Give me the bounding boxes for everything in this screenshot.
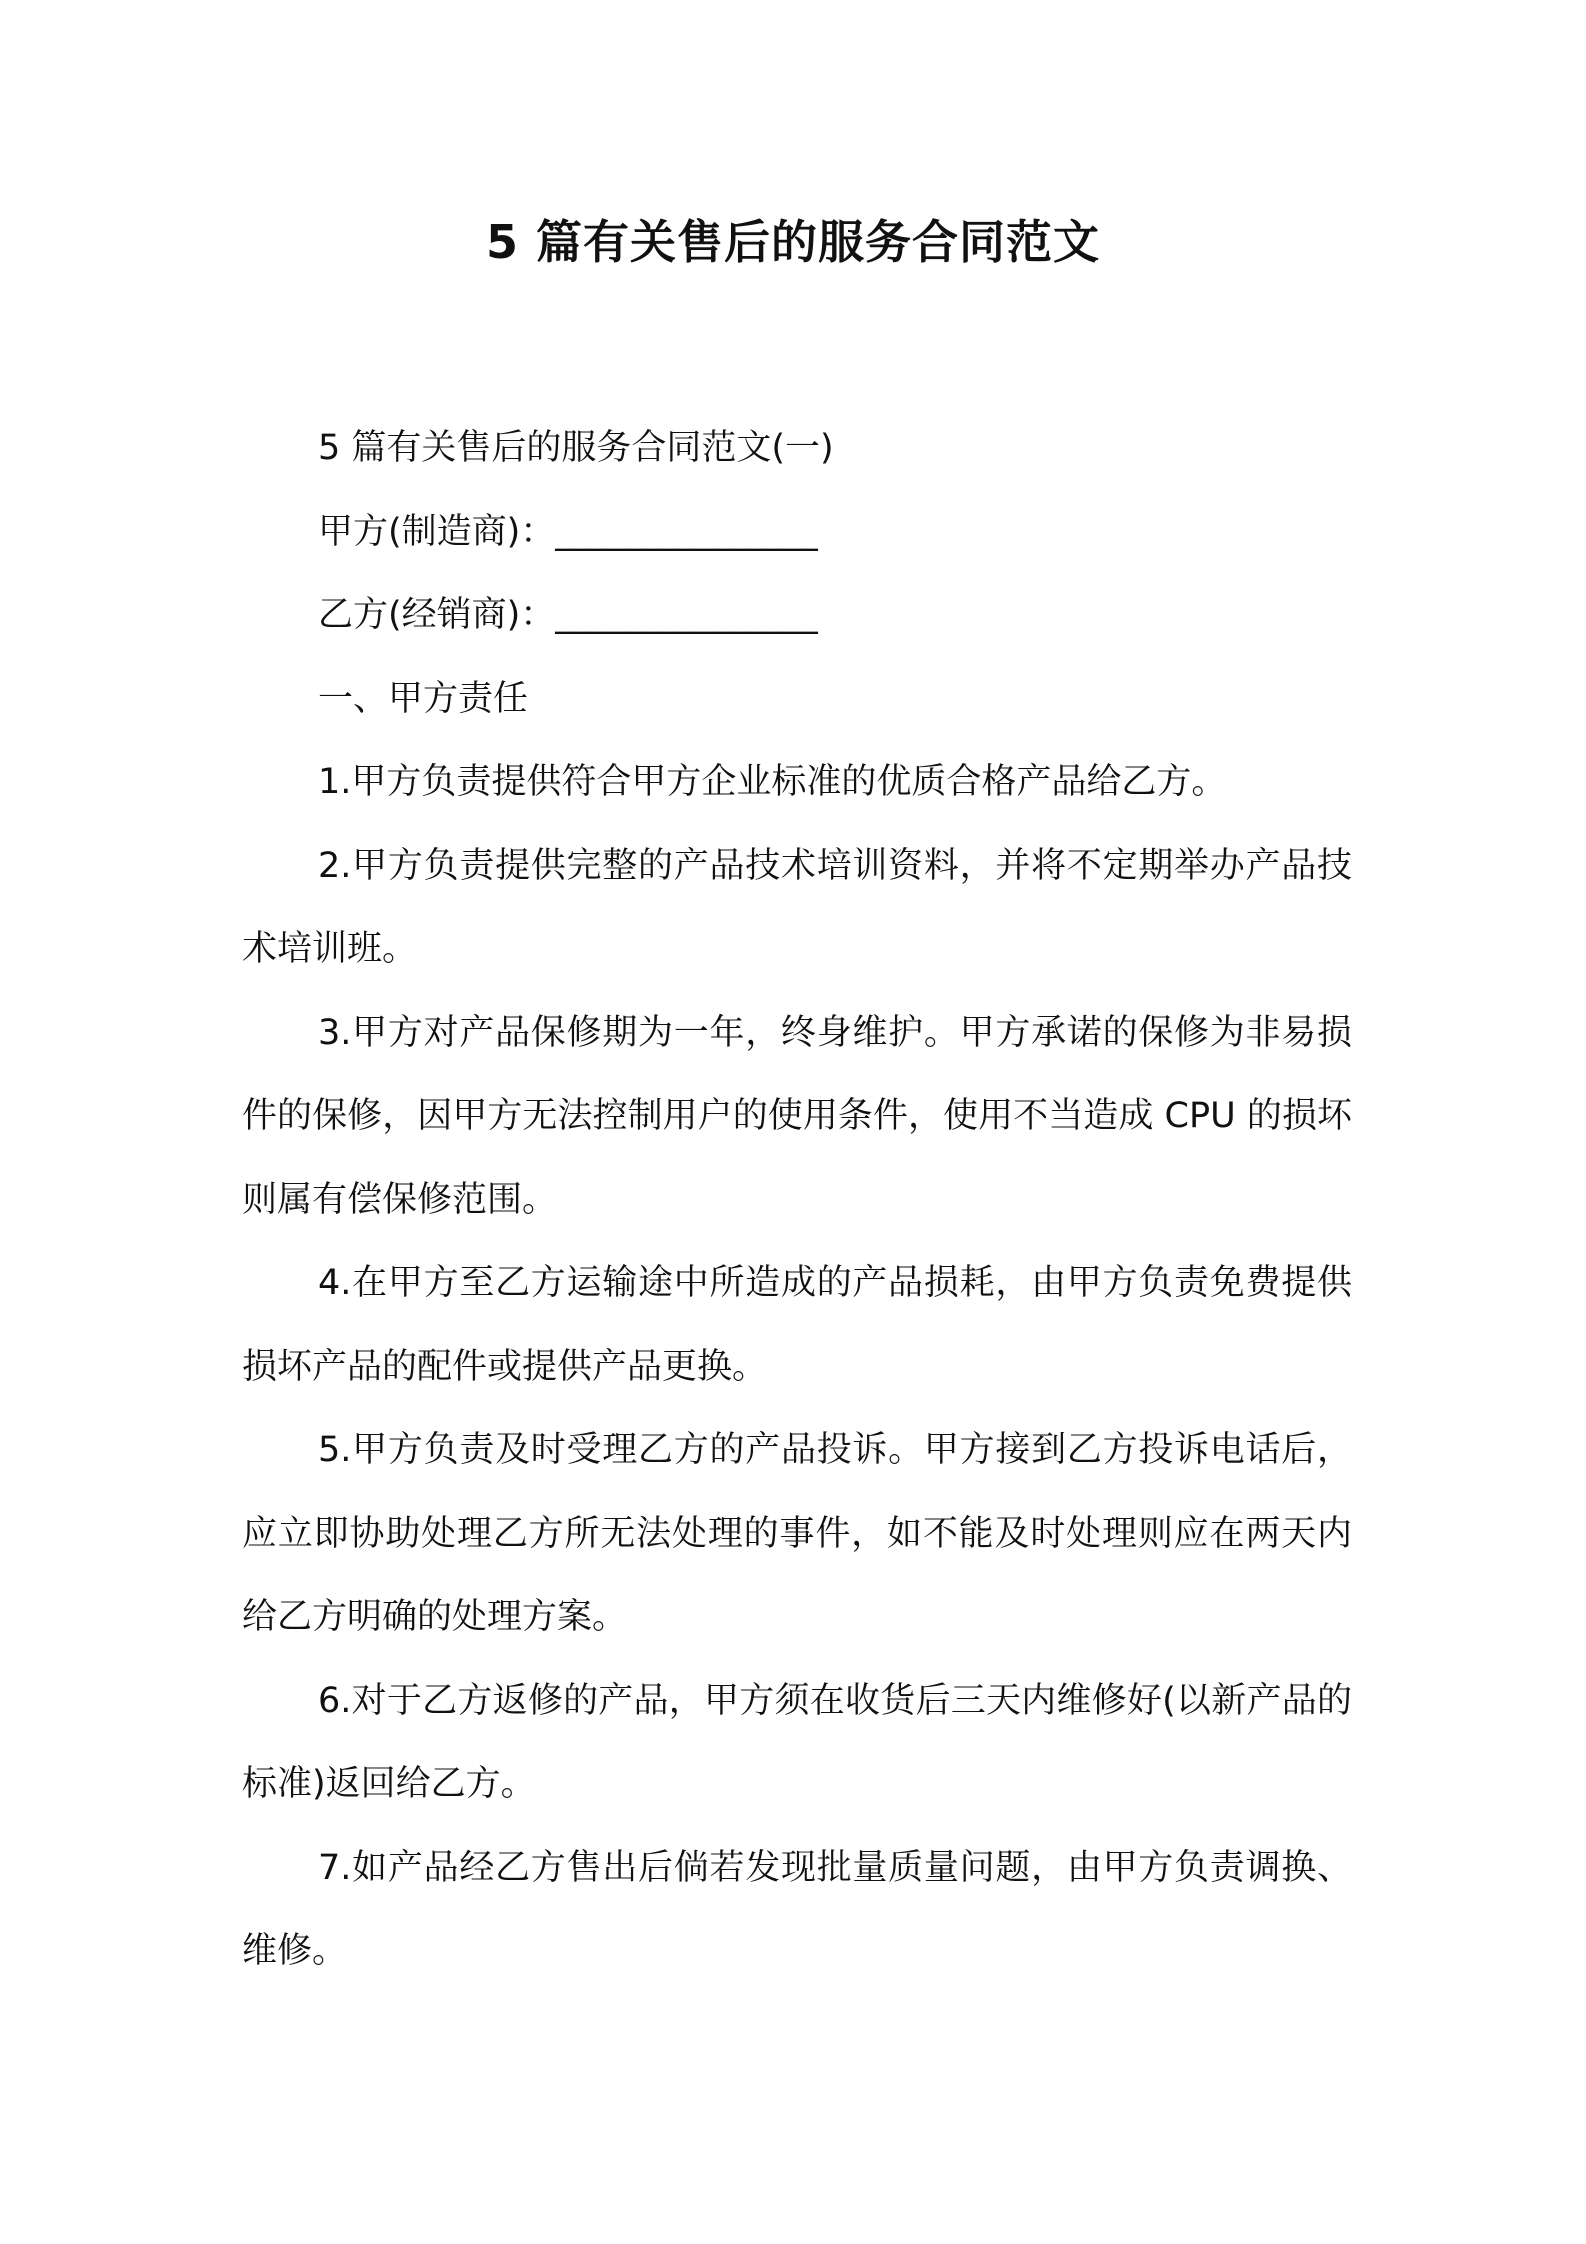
clause-3: 3.甲方对产品保修期为一年，终身维护。甲方承诺的保修为非易损件的保修，因甲方无法控制用户的使用条件，使用不当造成 CPU 的损坏则属有偿保修范围。	[242, 1012, 1352, 1220]
clause-5: 5.甲方负责及时受理乙方的产品投诉。甲方接到乙方投诉电话后，应立即协助处理乙方所无法处理的事件，如不能及时处理则应在两天内给乙方明确的处理方案。	[242, 1430, 1352, 1637]
party-a-line: 甲方(制造商)：_______________	[318, 511, 818, 552]
clause-7: 7.如产品经乙方售出后倘若发现批量质量问题，由甲方负责调换、维修。	[242, 1847, 1352, 1971]
contract-subtitle: 5 篇有关售后的服务合同范文(一)	[318, 428, 834, 468]
clause-4: 4.在甲方至乙方运输途中所造成的产品损耗，由甲方负责免费提供损坏产品的配件或提供产品更换。	[242, 1263, 1352, 1387]
clause-2: 2.甲方负责提供完整的产品技术培训资料，并将不定期举办产品技术培训班。	[242, 845, 1352, 969]
document-title: 5 篇有关售后的服务合同范文	[485, 215, 1101, 269]
clause-1: 1.甲方负责提供符合甲方企业标准的优质合格产品给乙方。	[318, 762, 1227, 802]
document-body	[242, 407, 1352, 1994]
clause-6: 6.对于乙方返修的产品，甲方须在收货后三天内维修好(以新产品的标准)返回给乙方。	[242, 1680, 1352, 1804]
party-b-line: 乙方(经销商)：_______________	[318, 595, 818, 635]
section-heading-party-a-duties: 一、甲方责任	[318, 678, 529, 719]
